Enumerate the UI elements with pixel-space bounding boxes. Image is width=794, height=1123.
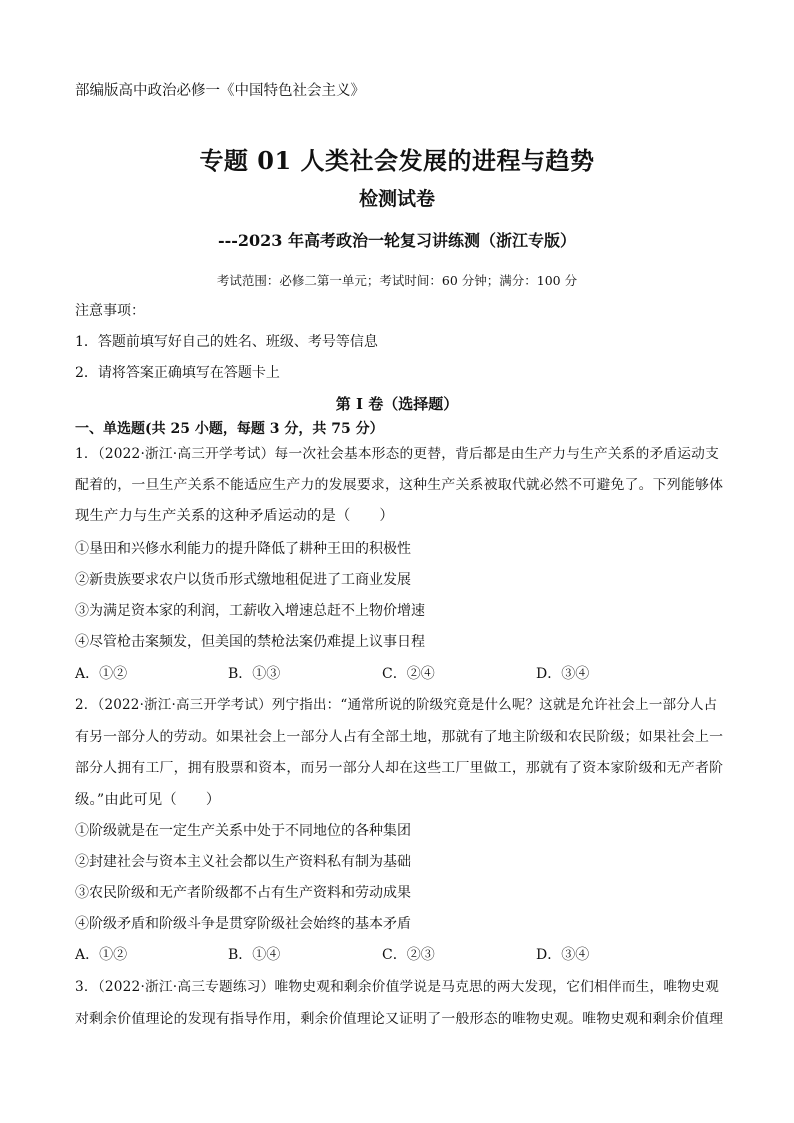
question-2-option-b: B．①④ [228, 947, 281, 963]
question-3-text: 对剩余价值理论的发现有指导作用，剩余价值理论又证明了一般形态的唯物史观。唯物史观和剩余价值理 [75, 1011, 724, 1027]
question-2-option-d: D．③④ [536, 947, 590, 963]
exam-info: 考试范围：必修二第一单元；考试时间：60 分钟；满分：100 分 [216, 273, 578, 288]
question-2-statement: ④阶级矛盾和阶级斗争是贯穿阶级社会始终的基本矛盾 [75, 916, 411, 932]
question-1-statement: ④尽管枪击案频发，但美国的禁枪法案仍难提上议事日程 [75, 634, 425, 650]
question-2-statement: ③农民阶级和无产者阶级都不占有生产资料和劳动成果 [75, 885, 411, 901]
document-subtitle: 检测试卷 [358, 188, 435, 210]
question-3-text: 3．（2022·浙江·高三专题练习）唯物史观和剩余价值学说是马克思的两大发现，它们相伴而生，唯物史观 [75, 979, 719, 995]
question-2-text: 有另一部分人的劳动。如果社会上一部分人占有全部土地，那就有了地主阶级和农民阶级；如果社会上一 [75, 729, 724, 745]
question-1-statement: ③为满足资本家的利润，工薪收入增速总赶不上物价增速 [75, 603, 425, 619]
document-series-title: ---2023 年高考政治一轮复习讲练测（浙江专版） [217, 231, 577, 250]
question-1-text: 配着的，一旦生产关系不能适应生产力的发展要求，这种生产关系被取代就必然不可避免了。下列能够体 [75, 477, 724, 493]
notice-item: 2．请将答案正确填写在答题卡上 [75, 365, 280, 381]
question-1-text: 1．（2022·浙江·高三开学考试）每一次社会基本形态的更替，背后都是由生产力与生产关系的矛盾运动支 [75, 446, 719, 462]
question-1-statement: ②新贵族要求农户以货币形式缴地租促进了工商业发展 [75, 572, 411, 588]
question-1-option-b: B．①③ [228, 666, 281, 682]
question-2-text: 级。”由此可见（ ） [75, 792, 221, 808]
question-1-option-d: D．③④ [536, 666, 590, 682]
question-2-option-a: A．①② [75, 947, 128, 963]
question-1-option-c: C．②④ [382, 666, 435, 682]
question-2-statement: ②封建社会与资本主义社会都以生产资料私有制为基础 [75, 854, 411, 870]
question-2-statement: ①阶级就是在一定生产关系中处于不同地位的各种集团 [75, 823, 411, 839]
question-1-option-a: A．①② [75, 666, 128, 682]
notice-item: 1．答题前填写好自己的姓名、班级、考号等信息 [75, 334, 378, 350]
part-title: 第 I 卷（选择题） [335, 395, 459, 413]
question-1-statement: ①垦田和兴修水利能力的提升降低了耕种王田的积极性 [75, 541, 411, 557]
notice-title: 注意事项： [75, 303, 145, 319]
question-2-text: 部分人拥有工厂，拥有股票和资本，而另一部分人却在这些工厂里做工，那就有了资本家阶级和无产者阶 [75, 760, 724, 776]
question-1-text: 现生产力与生产关系的这种矛盾运动的是（ ） [75, 508, 394, 524]
document-title: 专题 01 人类社会发展的进程与趋势 [199, 146, 595, 175]
section-title: 一、单选题(共 25 小题，每题 3 分，共 75 分） [75, 421, 384, 437]
document-header: 部编版高中政治必修一《中国特色社会主义》 [75, 83, 365, 99]
question-2-text: 2．（2022·浙江·高三开学考试）列宁指出：“通常所说的阶级究竟是什么呢？这就是允许社会上一部分人占 [75, 697, 718, 713]
question-2-option-c: C．②③ [382, 947, 435, 963]
